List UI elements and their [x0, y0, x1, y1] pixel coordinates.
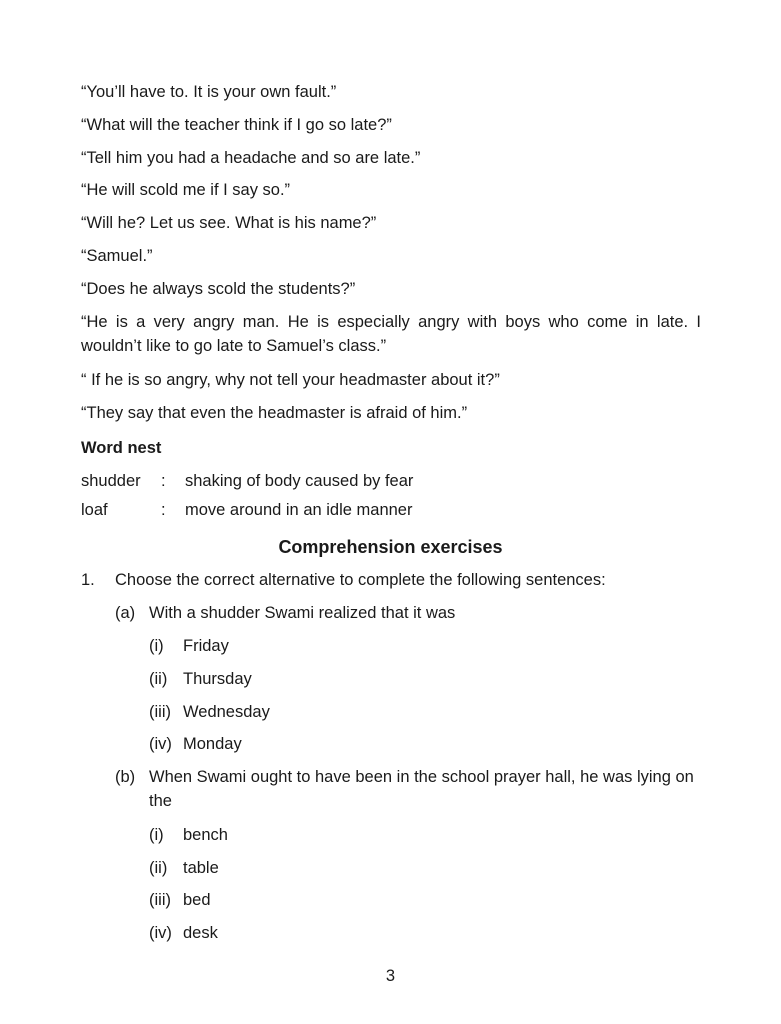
dialogue-line: “They say that even the headmaster is afraid of him.” — [81, 404, 468, 422]
glossary-definition: move around in an idle manner — [185, 501, 413, 519]
option-label: (i) — [149, 826, 164, 844]
dialogue-line: “Tell him you had a headache and so are late.” — [81, 149, 421, 167]
option-text: bed — [183, 891, 211, 909]
glossary-term: shudder — [81, 472, 141, 490]
dialogue-paragraph: “He is a very angry man. He is especially angry with boys who come in late. I wouldn’t like to go late to Samuel’s class.” — [81, 313, 701, 355]
glossary-separator: : — [161, 472, 166, 490]
option-label: (iii) — [149, 703, 171, 721]
option-label: (ii) — [149, 670, 168, 688]
option-label: (ii) — [149, 859, 168, 877]
dialogue-line: “Does he always scold the students?” — [81, 280, 356, 298]
part-label: (b) — [115, 768, 136, 786]
option-text: Friday — [183, 637, 229, 655]
option-label: (iii) — [149, 891, 171, 909]
word-nest-heading: Word nest — [81, 439, 162, 457]
glossary-separator: : — [161, 501, 166, 519]
part-text: When Swami ought to have been in the school prayer hall, he was lying on the — [149, 768, 694, 810]
part-text: With a shudder Swami realized that it was — [149, 604, 456, 622]
dialogue-line: “Samuel.” — [81, 247, 153, 265]
option-text: desk — [183, 924, 218, 942]
option-text: Thursday — [183, 670, 252, 688]
option-label: (i) — [149, 637, 164, 655]
option-text: Wednesday — [183, 703, 270, 721]
question-number: 1. — [81, 571, 95, 589]
option-label: (iv) — [149, 735, 172, 753]
glossary-term: loaf — [81, 501, 108, 519]
section-title: Comprehension exercises — [278, 537, 503, 557]
glossary-definition: shaking of body caused by fear — [185, 472, 414, 490]
option-text: table — [183, 859, 219, 877]
dialogue-line: “What will the teacher think if I go so late?” — [81, 116, 392, 134]
option-text: bench — [183, 826, 228, 844]
dialogue-line: “Will he? Let us see. What is his name?” — [81, 214, 377, 232]
option-label: (iv) — [149, 924, 172, 942]
option-text: Monday — [183, 735, 242, 753]
dialogue-line: “ If he is so angry, why not tell your headmaster about it?” — [81, 371, 500, 389]
page-number: 3 — [385, 967, 396, 985]
question-text: Choose the correct alternative to complete the following sentences: — [115, 571, 606, 589]
dialogue-line: “He will scold me if I say so.” — [81, 181, 291, 199]
dialogue-line: “You’ll have to. It is your own fault.” — [81, 83, 337, 101]
part-label: (a) — [115, 604, 136, 622]
